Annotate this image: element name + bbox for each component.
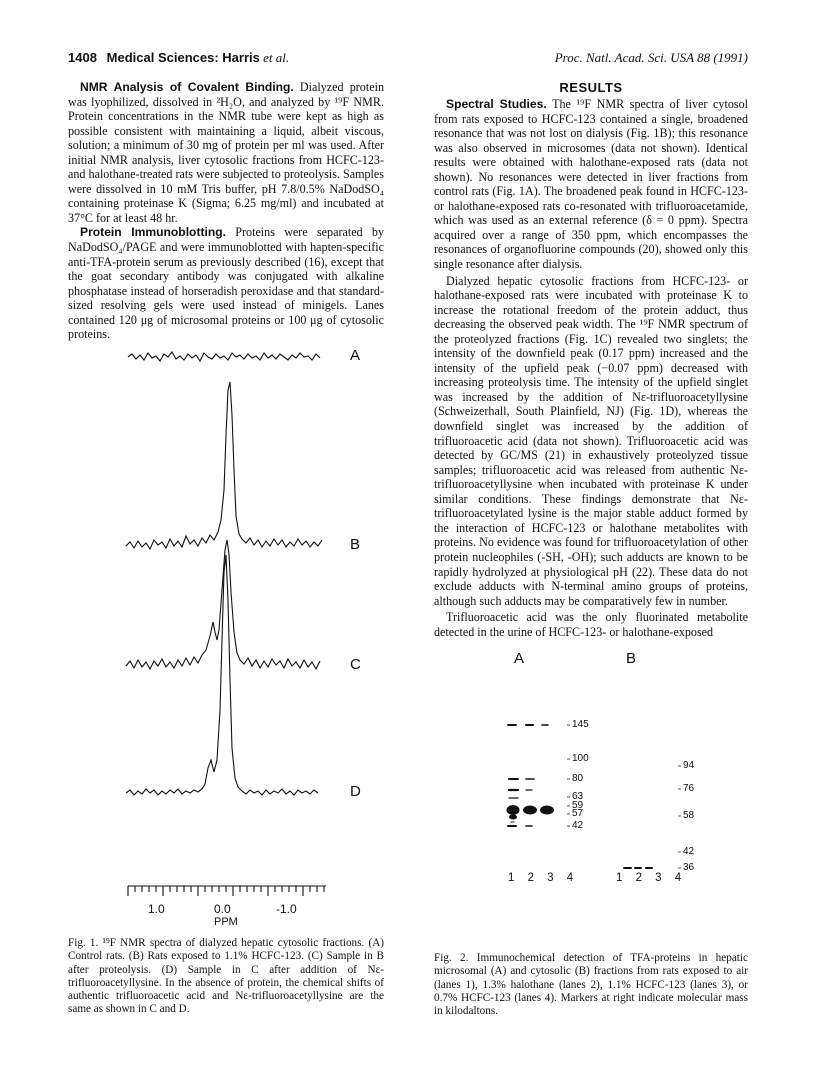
figure-1-nmr-spectra xyxy=(118,340,364,928)
paragraph-spectral-studies xyxy=(434,97,748,272)
heading-spectral-studies: Spectral Studies. xyxy=(446,97,547,111)
paragraph-nmr-analysis xyxy=(68,80,384,225)
results-heading: RESULTS xyxy=(559,80,623,95)
left-column xyxy=(68,80,384,342)
text-nmr-analysis: Dialyzed protein was lyophilized, dissolved in ²H₂O, and analyzed by ¹⁹F NMR. Protein concentrations in the NMR tube were kept as high as possible consistent with maintaining a liquid, albeit viscous, solution; a minimum of 30 mg of protein per ml was used. After initial NMR analysis, liver cytosolic fractions from HCFC-123- and halothane-treated rats were subjected to proteolysis. Samples were dissolved in 10 mM Tris buffer, pH 7.8/0.5% NaDodSO₄ containing proteinase K (Sigma; 6.25 mg/ml) and incubated at 37°C for at least 48 hr. xyxy=(68,80,384,225)
tick-label-1: 1.0 xyxy=(148,902,165,916)
panel-label-d: D xyxy=(350,783,361,800)
journal-citation: Proc. Natl. Acad. Sci. USA 88 (1991) xyxy=(554,50,748,65)
ppm-axis-ticks xyxy=(128,886,324,896)
axis-label-ppm: PPM xyxy=(214,916,238,928)
fig1-caption-label: Fig. 1. xyxy=(68,937,99,949)
paragraph-proteolysis: Dialyzed hepatic cytosolic fractions from HCFC-123- or halothane-exposed rats were incubated with proteinase K to increase the rotational freedom of the protein adduct, thus decreasing the observed peak width. The ¹⁹F NMR spectrum of the proteolyzed fractions (Fig. 1C) revealed two singlets; the intensity of the downfield peak (0.17 ppm) increased and the intensity of the upfield peak (−0.07 ppm) decreased with increasing proteolysis time. The intensity of the upfield singlet was increased by the addition of Nε-trifluoroacetyllysine (Schweizerhall, South Plainfield, NJ) (Fig. 1D), whereas the downfield singlet was increased by the addition of trifluoroacetic acid (data not shown). Trifluoroacetic acid was detected by GC/MS (21) in exhaustively proteolyzed tissue samples; trifluoroacetic acid was released from authentic Nε-trifluoroacetyllysine when incubated with proteinase K under similar conditions. These findings demonstrate that Nε-trifluoroacetylated lysine is the major stable adduct formed by the interaction of HCFC-123 or halothane metabolites with proteins. No evidence was found for trifluoroacetylation of other protein nucleophiles (-SH, -OH); such adducts are known to be rapidly hydrolyzed at physiological pH (22). These data do not exclude adducts with N-terminal amino groups of proteins, although such adducts may be comparatively few in number. xyxy=(434,273,748,608)
paragraph-urine: Trifluoroacetic acid was the only fluorinated metabolite detected in the urine of HCFC-123- or halothane-exposed xyxy=(434,610,748,639)
panel-label-b: B xyxy=(350,536,361,553)
section-title: Medical Sciences: Harris xyxy=(106,50,260,65)
tick-label-minus1: -1.0 xyxy=(276,902,297,916)
figure-1-caption xyxy=(68,937,384,1017)
marker-b-76: 76 xyxy=(683,783,695,794)
text-spectral-studies: The ¹⁹F NMR spectra of liver cytosol from rats exposed to HCFC-123 contained a single, broadened resonance that was not lost on dialysis (Fig. 1B); this resonance was also observed in microsomes (data not shown). Identical results were obtained with halothane-exposed rats (data not shown). No resonances were detected in liver fractions from control rats (Fig. 1A). The broadened peak found in HCFC-123- or halothane-exposed rats co-resonated with trifluoroacetamide, which was used as an external reference (δ = 0 ppm). Spectra acquired over a range of 350 ppm, which encompasses the resonances of organofluorine compounds (20), showed only this single resonance after dialysis. xyxy=(434,97,748,272)
lane-numbers-b: 1 2 3 4 xyxy=(616,872,687,884)
fig2-caption-label: Fig. 2. xyxy=(434,952,469,964)
marker-a-80: 80 xyxy=(572,773,584,784)
fig2-caption-text: Immunochemical detection of TFA-proteins in hepatic microsomal (A) and cytosolic (B) fractions from rats exposed to air (lanes 1), 1.3% halothane (lanes 2), 1.1% HCFC-123 (lanes 3), or 0.7% HCFC-123 (lanes 4). Markers at right indicate molecular mass in kilodaltons. xyxy=(434,952,748,1018)
marker-b-94: 94 xyxy=(683,760,695,771)
paragraph-immunoblotting xyxy=(68,225,384,341)
tick-label-0: 0.0 xyxy=(214,902,231,916)
marker-b-58: 58 xyxy=(683,810,695,821)
figure-2-immunoblot xyxy=(496,650,716,890)
panel-label-a: A xyxy=(350,347,361,364)
heading-nmr-analysis: NMR Analysis of Covalent Binding. xyxy=(80,80,294,94)
marker-a-57: 57 xyxy=(572,808,584,819)
nmr-spectra-plot xyxy=(118,340,364,920)
figure-2-caption xyxy=(434,952,748,1018)
page-number: 1408 xyxy=(68,50,97,65)
blot-label-a: A xyxy=(514,650,525,667)
spectrum-a xyxy=(128,352,320,361)
panel-label-c: C xyxy=(350,656,361,673)
marker-a-63: 63 xyxy=(572,791,584,802)
lane-numbers-a: 1 2 3 4 xyxy=(508,872,579,884)
blot-label-b: B xyxy=(626,650,637,667)
marker-a-42: 42 xyxy=(572,820,584,831)
marker-a-145: 145 xyxy=(572,719,589,730)
right-column xyxy=(434,97,748,639)
marker-a-59: 59 xyxy=(572,800,584,811)
marker-a-100: 100 xyxy=(572,753,589,764)
marker-b-36: 36 xyxy=(683,862,695,873)
heading-immunoblotting: Protein Immunoblotting. xyxy=(80,225,226,240)
et-al: et al. xyxy=(263,50,290,65)
spectrum-b xyxy=(126,382,322,549)
header-left xyxy=(68,50,289,66)
fig1-caption-text: ¹⁹F NMR spectra of dialyzed hepatic cytosolic fractions. (A) Control rats. (B) Rats exposed to 1.1% HCFC-123. (C) Sample in B after proteolysis. (D) Sample in C after addition of Nε-trifluoroacetyllysine. In the absence of protein, the chemical shifts of authentic trifluoroacetic acid and Nε-trifluoroacetyllysine are the same as shown in C and D. xyxy=(68,937,385,1016)
running-header xyxy=(68,50,748,68)
text-immunoblotting: Proteins were separated by NaDodSO₄/PAGE and were immunoblotted with hapten-specific anti-TFA-protein serum as previously described (16), except that the goat secondary antibody was conjugated with alkaline phosphatase instead of horseradish peroxidase and that standard-sized resolving gels were used instead of minigels. Lanes contained 120 μg of microsomal proteins or 100 μg of cytosolic proteins. xyxy=(68,225,385,342)
marker-b-42: 42 xyxy=(683,846,695,857)
